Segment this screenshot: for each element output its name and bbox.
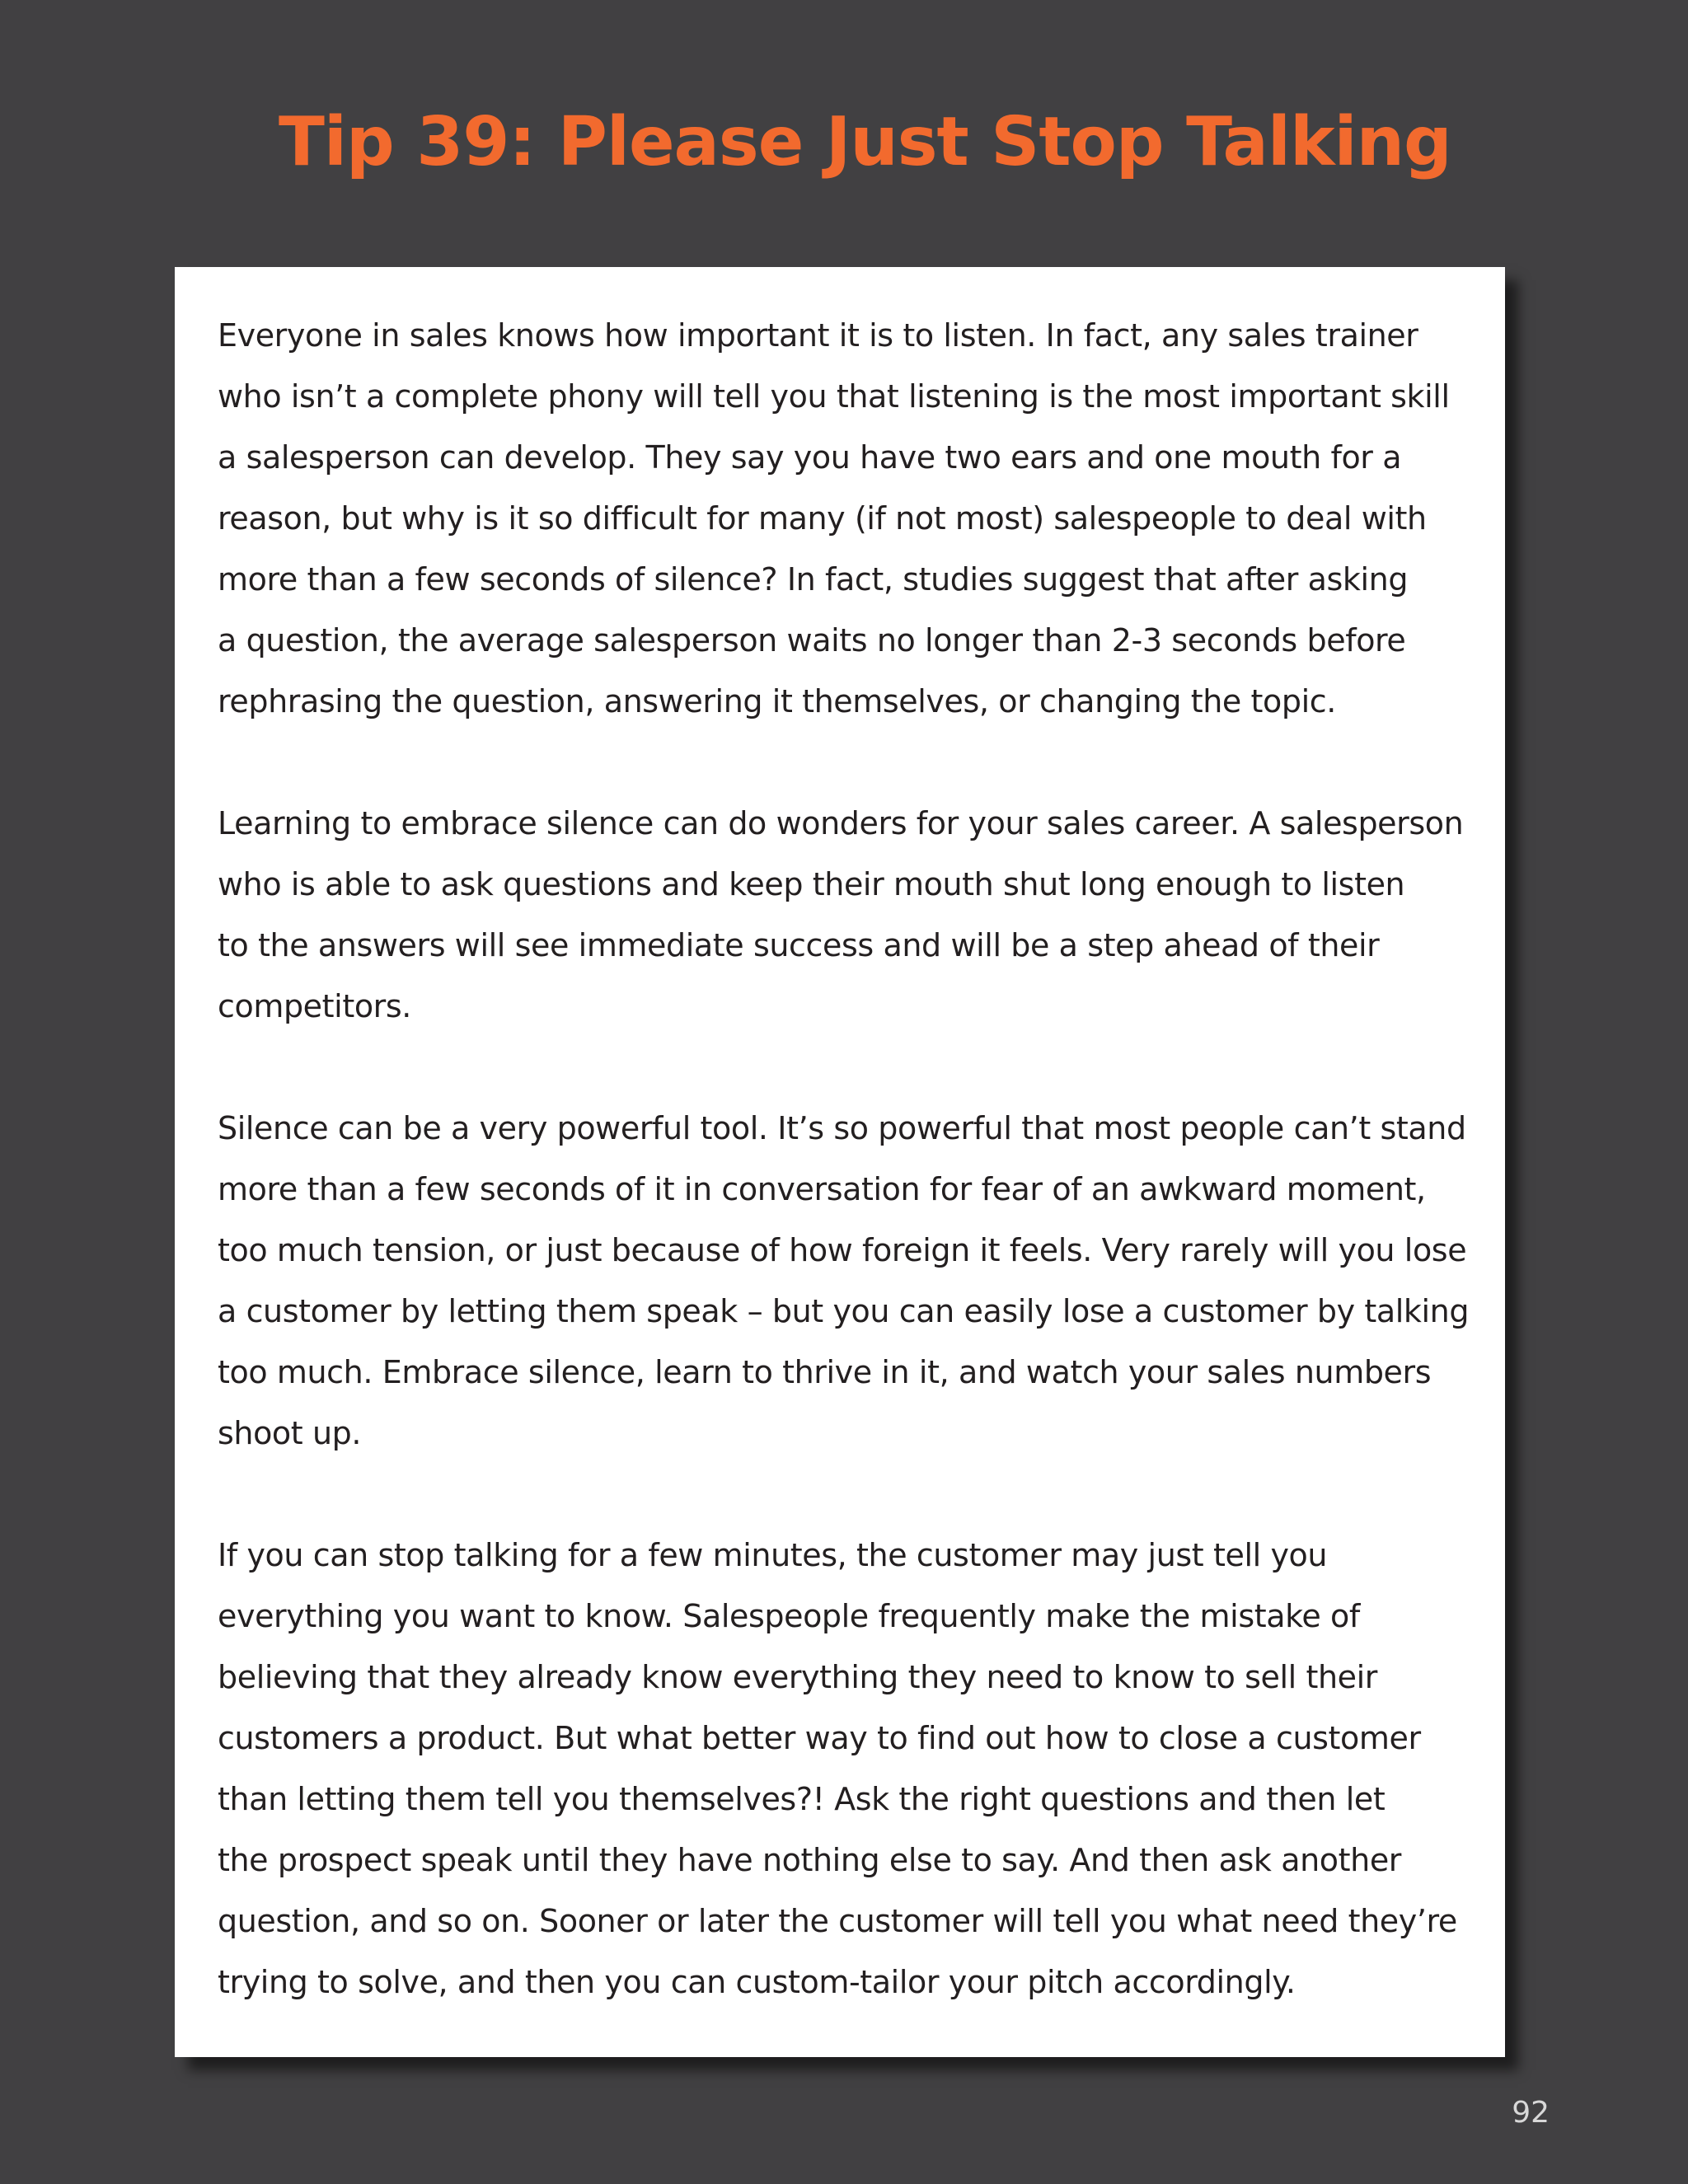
paragraph-2 <box>218 793 1469 1037</box>
paragraph-1 <box>218 305 1469 732</box>
text-line: too much. Embrace silence, learn to thrive in it, and watch your sales numbers <box>218 1354 1432 1390</box>
content-card <box>175 267 1505 2057</box>
text-line: a salesperson can develop. They say you have two ears and one mouth for a <box>218 439 1402 476</box>
text-line: rephrasing the question, answering it themselves, or changing the topic. <box>218 683 1336 719</box>
text-line: Learning to embrace silence can do wonders for your sales career. A salesperson <box>218 805 1464 841</box>
text-line: believing that they already know everything they need to know to sell their <box>218 1659 1378 1695</box>
paragraph-3 <box>218 1098 1469 1464</box>
text-line: than letting them tell you themselves?! Ask the right questions and then let <box>218 1781 1386 1817</box>
text-line: customers a product. But what better way to find out how to close a customer <box>218 1720 1421 1756</box>
text-line: a customer by letting them speak – but you can easily lose a customer by talking <box>218 1293 1470 1329</box>
text-line: too much tension, or just because of how foreign it feels. Very rarely will you lose <box>218 1232 1467 1268</box>
text-line: competitors. <box>218 988 411 1024</box>
text-line: reason, but why is it so difficult for many (if not most) salespeople to deal with <box>218 500 1427 537</box>
text-line: Everyone in sales knows how important it is to listen. In fact, any sales trainer <box>218 317 1418 354</box>
page-number: 92 <box>1512 2096 1550 2130</box>
text-line: shoot up. <box>218 1415 362 1451</box>
text-line: more than a few seconds of it in conversation for fear of an awkward moment, <box>218 1171 1426 1207</box>
text-line: If you can stop talking for a few minutes, the customer may just tell you <box>218 1537 1328 1573</box>
text-line: trying to solve, and then you can custom-tailor your pitch accordingly. <box>218 1964 1296 2000</box>
text-line: everything you want to know. Salespeople frequently make the mistake of <box>218 1598 1360 1634</box>
text-line: more than a few seconds of silence? In fact, studies suggest that after asking <box>218 561 1409 598</box>
text-line: Silence can be a very powerful tool. It’s so powerful that most people can’t stand <box>218 1110 1466 1146</box>
text-line: who isn’t a complete phony will tell you that listening is the most important skill <box>218 378 1450 415</box>
text-line: to the answers will see immediate success and will be a step ahead of their <box>218 927 1380 963</box>
page-title: Tip 39: Please Just Stop Talking <box>279 103 1451 181</box>
text-line: question, and so on. Sooner or later the customer will tell you what need they’re <box>218 1903 1457 1939</box>
text-line: the prospect speak until they have nothing else to say. And then ask another <box>218 1842 1402 1878</box>
text-line: a question, the average salesperson waits no longer than 2-3 seconds before <box>218 622 1406 658</box>
paragraph-4 <box>218 1525 1469 2013</box>
text-line: who is able to ask questions and keep their mouth shut long enough to listen <box>218 866 1405 902</box>
